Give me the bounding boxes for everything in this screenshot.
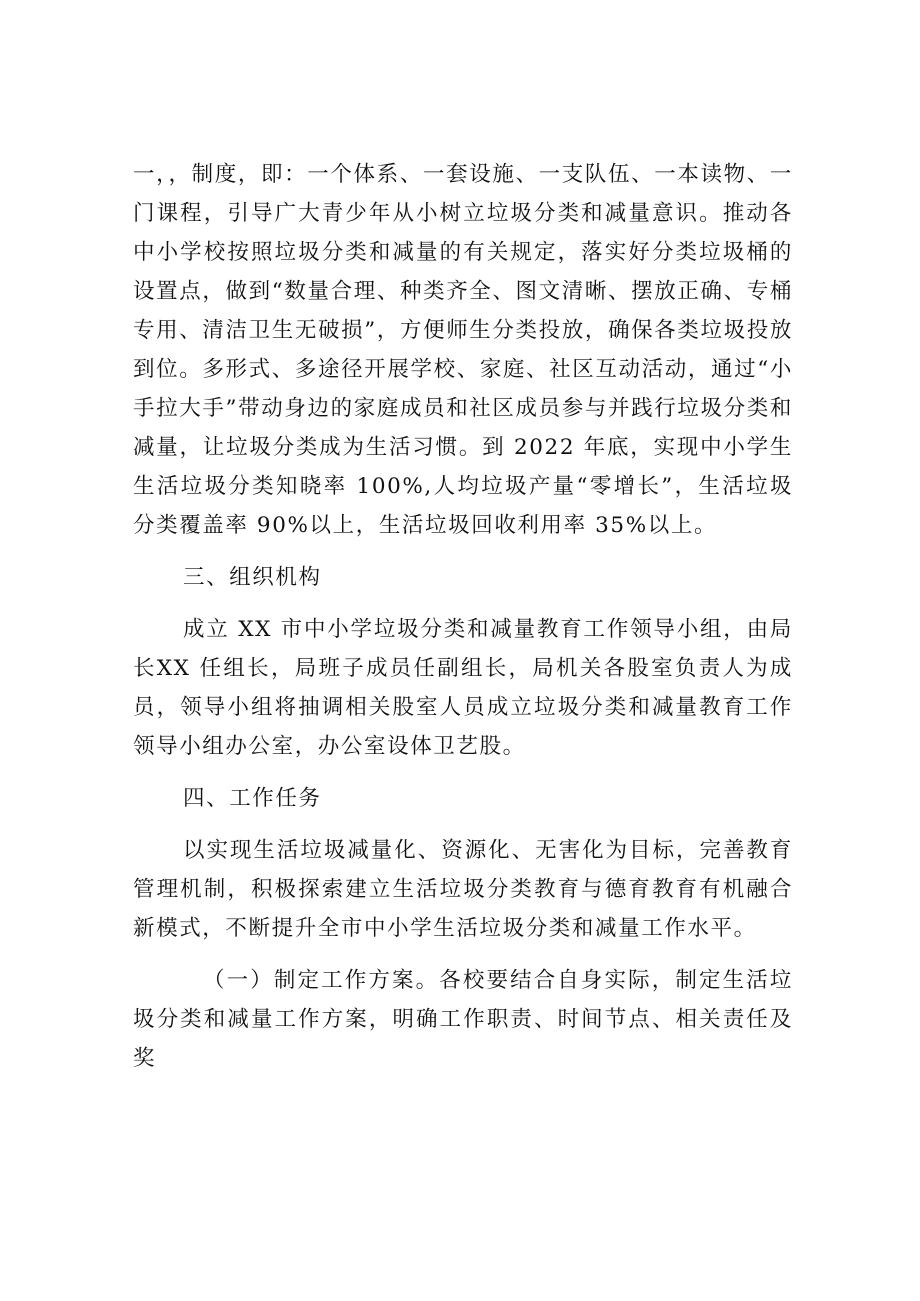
paragraph-tasks: 以实现生活垃圾减量化、资源化、无害化为目标，完善教育管理机制，积极探索建立生活垃圾分类教育与德育教育有机融合新模式，不断提升全市中小学生活垃圾分类和减量工作水平。 xyxy=(133,838,793,941)
heading-tasks: 四、工作任务 xyxy=(183,786,322,811)
paragraph-goals: 一，，制度，即：一个体系、一套设施、一支队伍、一本读物、一门课程，引导广大青少年从小树立垃圾分类和减量意识。推动各中小学校按照垃圾分类和减量的有关规定，落实好分类垃圾桶的设置点，做到“数量合理、种类齐全、图文清晰、摆放正确、专桶专用、清洁卫生无破损”，方便师生分类投放，确保各类垃圾投放到位。多形式、多途径开展学校、家庭、社区互动活动，通过“小手拉大手”带动身边的家庭成员和社区成员参与并践行垃圾分类和减量，让垃圾分类成为生活习惯。到 2022 年底，实现中小学生生活垃圾分类知晓率 100%,人均垃圾产量“零增长”，生活垃圾分类覆盖率 90%以上，生活垃圾回收利用率 35%以上。 xyxy=(133,162,793,538)
paragraph-organization: 成立 XX 市中小学垃圾分类和减量教育工作领导小组，由局长XX 任组长，局班子成员任副组长，局机关各股室负责人为成员，领导小组将抽调相关股室人员成立垃圾分类和减量教育工作领导小组办公室，办公室设体卫艺股。 xyxy=(133,617,793,759)
document-body xyxy=(133,155,793,1078)
paragraph-task-1: （一）制定工作方案。各校要结合自身实际，制定生活垃圾分类和减量工作方案，明确工作职责、时间节点、相关责任及奖 xyxy=(133,968,793,1071)
heading-organization: 三、组织机构 xyxy=(183,565,322,590)
